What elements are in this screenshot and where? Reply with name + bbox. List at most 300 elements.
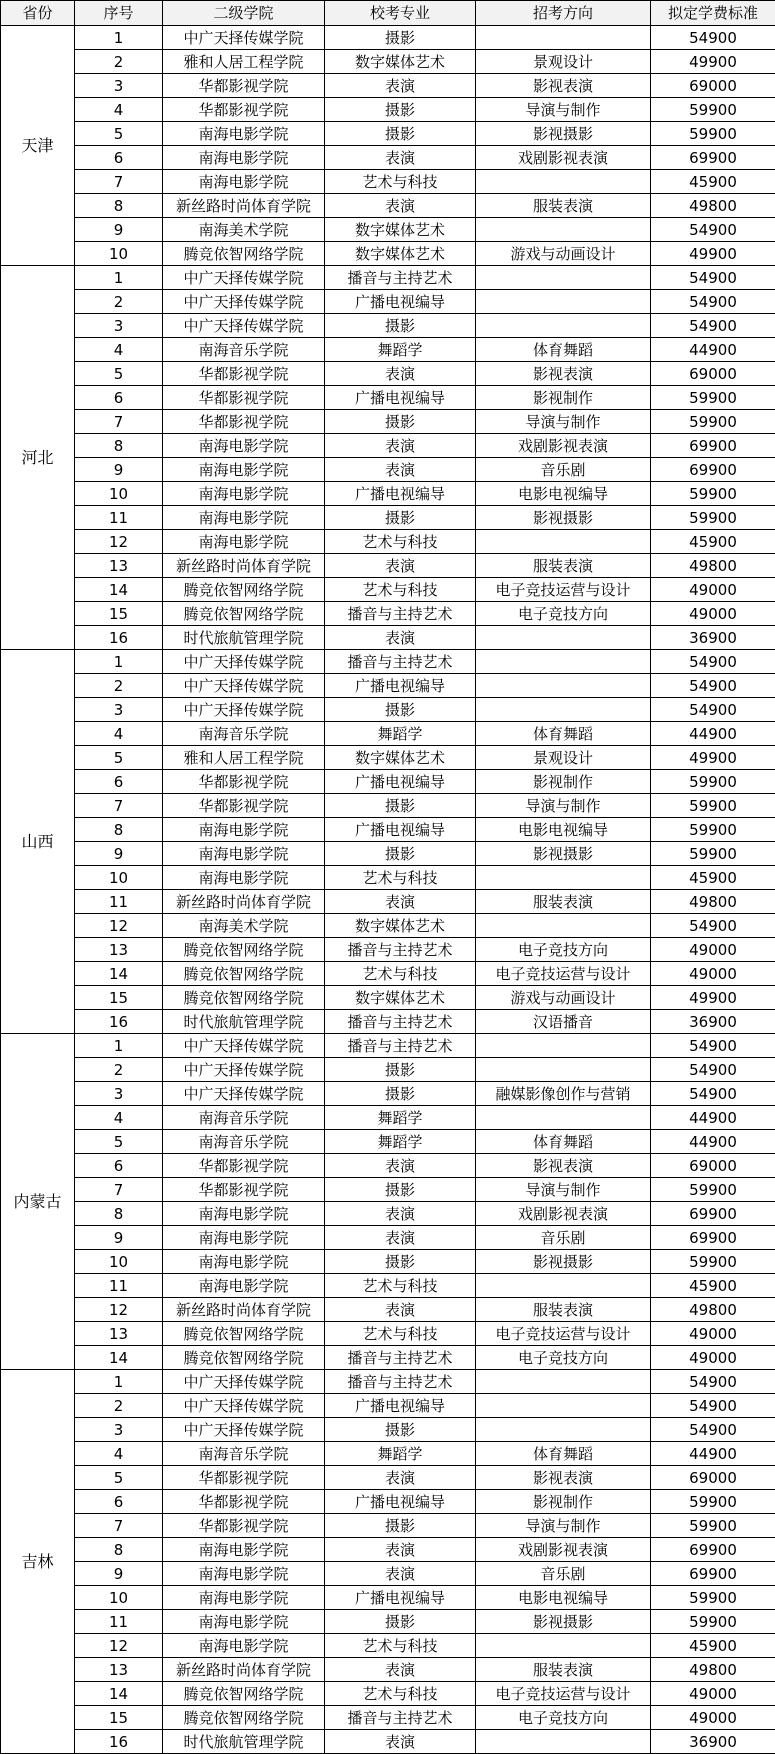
- cell-direction: 音乐剧: [476, 1226, 651, 1250]
- cell-index: 1: [75, 1370, 163, 1394]
- cell-major: 表演: [325, 554, 476, 578]
- header-direction: 招考方向: [476, 1, 651, 26]
- table-row: [1, 602, 775, 626]
- table-row: [1, 1322, 775, 1346]
- cell-index: 10: [75, 866, 163, 890]
- table-row: [1, 698, 775, 722]
- table-row: [1, 50, 775, 74]
- cell-major: 表演: [325, 1154, 476, 1178]
- cell-college: 华都影视学院: [163, 1514, 325, 1538]
- cell-college: 腾竞依智网络学院: [163, 242, 325, 266]
- cell-college: 南海电影学院: [163, 506, 325, 530]
- cell-index: 12: [75, 1298, 163, 1322]
- cell-index: 10: [75, 1586, 163, 1610]
- cell-tuition: 59900: [651, 122, 775, 146]
- cell-college: 雅和人居工程学院: [163, 746, 325, 770]
- cell-major: 表演: [325, 194, 476, 218]
- cell-college: 南海音乐学院: [163, 1130, 325, 1154]
- cell-major: 表演: [325, 458, 476, 482]
- cell-direction: [476, 1394, 651, 1418]
- cell-direction: 电子竞技运营与设计: [476, 1322, 651, 1346]
- cell-tuition: 59900: [651, 98, 775, 122]
- cell-direction: 影视表演: [476, 1154, 651, 1178]
- cell-index: 5: [75, 1130, 163, 1154]
- cell-college: 新丝路时尚体育学院: [163, 890, 325, 914]
- cell-direction: [476, 1418, 651, 1442]
- cell-index: 9: [75, 458, 163, 482]
- cell-tuition: 54900: [651, 1394, 775, 1418]
- cell-college: 南海电影学院: [163, 530, 325, 554]
- cell-college: 中广天择传媒学院: [163, 1034, 325, 1058]
- cell-direction: 电子竞技方向: [476, 1706, 651, 1730]
- table-row: [1, 1538, 775, 1562]
- table-row: [1, 626, 775, 650]
- cell-major: 表演: [325, 1466, 476, 1490]
- cell-index: 9: [75, 1562, 163, 1586]
- cell-direction: 体育舞蹈: [476, 1442, 651, 1466]
- cell-major: 表演: [325, 362, 476, 386]
- table-row: [1, 458, 775, 482]
- cell-tuition: 44900: [651, 1442, 775, 1466]
- table-row: [1, 1490, 775, 1514]
- cell-direction: 戏剧影视表演: [476, 146, 651, 170]
- cell-index: 2: [75, 1394, 163, 1418]
- cell-direction: 游戏与动画设计: [476, 242, 651, 266]
- cell-tuition: 59900: [651, 1586, 775, 1610]
- cell-college: 南海电影学院: [163, 842, 325, 866]
- cell-tuition: 59900: [651, 1610, 775, 1634]
- province-cell: 内蒙古: [1, 1034, 75, 1370]
- cell-tuition: 49800: [651, 194, 775, 218]
- cell-major: 表演: [325, 1226, 476, 1250]
- cell-direction: 影视表演: [476, 1466, 651, 1490]
- cell-index: 13: [75, 1322, 163, 1346]
- cell-college: 腾竞依智网络学院: [163, 938, 325, 962]
- cell-major: 摄影: [325, 314, 476, 338]
- cell-college: 南海音乐学院: [163, 1442, 325, 1466]
- table-body: [1, 26, 775, 1754]
- cell-tuition: 36900: [651, 1730, 775, 1754]
- cell-direction: [476, 866, 651, 890]
- cell-college: 腾竞依智网络学院: [163, 602, 325, 626]
- cell-direction: 导演与制作: [476, 98, 651, 122]
- table-row: [1, 146, 775, 170]
- cell-college: 南海音乐学院: [163, 1106, 325, 1130]
- table-row: [1, 1706, 775, 1730]
- table-row: [1, 770, 775, 794]
- cell-direction: [476, 266, 651, 290]
- cell-major: 数字媒体艺术: [325, 50, 476, 74]
- cell-college: 中广天择传媒学院: [163, 674, 325, 698]
- cell-direction: 电影电视编导: [476, 1586, 651, 1610]
- cell-direction: 景观设计: [476, 746, 651, 770]
- table-row: [1, 1106, 775, 1130]
- cell-index: 2: [75, 50, 163, 74]
- cell-college: 腾竞依智网络学院: [163, 986, 325, 1010]
- cell-major: 广播电视编导: [325, 818, 476, 842]
- table-row: [1, 1634, 775, 1658]
- table-row: [1, 1202, 775, 1226]
- cell-direction: 影视摄影: [476, 1610, 651, 1634]
- cell-tuition: 54900: [651, 314, 775, 338]
- table-row: [1, 1154, 775, 1178]
- cell-tuition: 69900: [651, 146, 775, 170]
- cell-tuition: 49000: [651, 1706, 775, 1730]
- cell-major: 表演: [325, 146, 476, 170]
- table-row: [1, 314, 775, 338]
- table-row: [1, 218, 775, 242]
- cell-college: 南海电影学院: [163, 866, 325, 890]
- cell-tuition: 69000: [651, 1154, 775, 1178]
- table-row: [1, 74, 775, 98]
- cell-index: 9: [75, 1226, 163, 1250]
- cell-major: 摄影: [325, 1610, 476, 1634]
- cell-college: 南海电影学院: [163, 146, 325, 170]
- table-row: [1, 1058, 775, 1082]
- table-row: [1, 674, 775, 698]
- table-row: [1, 1658, 775, 1682]
- cell-direction: [476, 650, 651, 674]
- cell-major: 艺术与科技: [325, 170, 476, 194]
- cell-major: 艺术与科技: [325, 530, 476, 554]
- cell-tuition: 54900: [651, 698, 775, 722]
- cell-college: 华都影视学院: [163, 386, 325, 410]
- cell-direction: 景观设计: [476, 50, 651, 74]
- cell-college: 华都影视学院: [163, 98, 325, 122]
- cell-index: 3: [75, 698, 163, 722]
- cell-direction: 影视摄影: [476, 122, 651, 146]
- cell-index: 1: [75, 26, 163, 50]
- cell-direction: 影视摄影: [476, 842, 651, 866]
- cell-tuition: 54900: [651, 290, 775, 314]
- cell-direction: 导演与制作: [476, 794, 651, 818]
- cell-major: 数字媒体艺术: [325, 218, 476, 242]
- cell-college: 南海电影学院: [163, 1250, 325, 1274]
- cell-index: 8: [75, 194, 163, 218]
- cell-college: 南海电影学院: [163, 1610, 325, 1634]
- cell-college: 中广天择传媒学院: [163, 1058, 325, 1082]
- cell-tuition: 45900: [651, 1274, 775, 1298]
- cell-major: 摄影: [325, 1250, 476, 1274]
- table-row: [1, 506, 775, 530]
- table-row: [1, 1274, 775, 1298]
- cell-college: 腾竞依智网络学院: [163, 1706, 325, 1730]
- cell-index: 2: [75, 1058, 163, 1082]
- cell-tuition: 69900: [651, 1202, 775, 1226]
- cell-tuition: 69000: [651, 1466, 775, 1490]
- cell-college: 华都影视学院: [163, 410, 325, 434]
- cell-major: 摄影: [325, 1418, 476, 1442]
- table-row: [1, 1610, 775, 1634]
- cell-tuition: 59900: [651, 770, 775, 794]
- table-row: [1, 1466, 775, 1490]
- table-row: [1, 290, 775, 314]
- cell-major: 表演: [325, 1658, 476, 1682]
- cell-index: 5: [75, 362, 163, 386]
- cell-major: 数字媒体艺术: [325, 914, 476, 938]
- cell-direction: [476, 1634, 651, 1658]
- cell-college: 南海音乐学院: [163, 722, 325, 746]
- table-row: [1, 386, 775, 410]
- cell-major: 表演: [325, 626, 476, 650]
- cell-direction: [476, 530, 651, 554]
- cell-index: 15: [75, 1706, 163, 1730]
- cell-tuition: 49900: [651, 746, 775, 770]
- cell-index: 16: [75, 1010, 163, 1034]
- cell-college: 南海电影学院: [163, 170, 325, 194]
- cell-major: 摄影: [325, 1514, 476, 1538]
- cell-index: 14: [75, 1682, 163, 1706]
- cell-index: 6: [75, 386, 163, 410]
- cell-direction: [476, 1058, 651, 1082]
- cell-major: 数字媒体艺术: [325, 986, 476, 1010]
- cell-index: 2: [75, 674, 163, 698]
- table-row: [1, 890, 775, 914]
- cell-tuition: 45900: [651, 866, 775, 890]
- table-row: [1, 1730, 775, 1754]
- cell-major: 广播电视编导: [325, 1490, 476, 1514]
- cell-major: 播音与主持艺术: [325, 1706, 476, 1730]
- cell-tuition: 69000: [651, 74, 775, 98]
- table-row: [1, 1442, 775, 1466]
- cell-direction: 影视表演: [476, 362, 651, 386]
- cell-tuition: 69900: [651, 1226, 775, 1250]
- cell-college: 南海美术学院: [163, 218, 325, 242]
- cell-college: 中广天择传媒学院: [163, 650, 325, 674]
- cell-index: 10: [75, 482, 163, 506]
- cell-tuition: 59900: [651, 386, 775, 410]
- cell-tuition: 49800: [651, 1658, 775, 1682]
- cell-major: 艺术与科技: [325, 578, 476, 602]
- cell-college: 华都影视学院: [163, 770, 325, 794]
- cell-major: 摄影: [325, 698, 476, 722]
- province-cell: 山西: [1, 650, 75, 1034]
- cell-tuition: 59900: [651, 1490, 775, 1514]
- cell-tuition: 44900: [651, 722, 775, 746]
- cell-tuition: 49000: [651, 938, 775, 962]
- cell-college: 中广天择传媒学院: [163, 1394, 325, 1418]
- cell-index: 8: [75, 818, 163, 842]
- cell-tuition: 59900: [651, 1250, 775, 1274]
- cell-major: 广播电视编导: [325, 674, 476, 698]
- header-index: 序号: [75, 1, 163, 26]
- cell-tuition: 54900: [651, 1058, 775, 1082]
- cell-major: 数字媒体艺术: [325, 746, 476, 770]
- cell-index: 1: [75, 650, 163, 674]
- cell-major: 摄影: [325, 794, 476, 818]
- cell-index: 7: [75, 794, 163, 818]
- cell-index: 8: [75, 1202, 163, 1226]
- cell-tuition: 49000: [651, 578, 775, 602]
- cell-index: 11: [75, 1274, 163, 1298]
- table-row: [1, 242, 775, 266]
- cell-college: 中广天择传媒学院: [163, 290, 325, 314]
- cell-college: 华都影视学院: [163, 362, 325, 386]
- table-row: [1, 578, 775, 602]
- cell-direction: 体育舞蹈: [476, 722, 651, 746]
- cell-direction: 戏剧影视表演: [476, 434, 651, 458]
- cell-college: 新丝路时尚体育学院: [163, 1658, 325, 1682]
- cell-index: 4: [75, 722, 163, 746]
- cell-direction: 影视摄影: [476, 1250, 651, 1274]
- cell-tuition: 54900: [651, 1418, 775, 1442]
- cell-index: 6: [75, 1154, 163, 1178]
- cell-tuition: 45900: [651, 170, 775, 194]
- cell-college: 华都影视学院: [163, 1490, 325, 1514]
- cell-major: 播音与主持艺术: [325, 1034, 476, 1058]
- cell-index: 1: [75, 1034, 163, 1058]
- province-cell: 天津: [1, 26, 75, 266]
- cell-tuition: 49000: [651, 962, 775, 986]
- table-row: [1, 194, 775, 218]
- cell-tuition: 59900: [651, 794, 775, 818]
- cell-tuition: 69900: [651, 1562, 775, 1586]
- cell-college: 南海电影学院: [163, 1562, 325, 1586]
- table-row: [1, 1082, 775, 1106]
- cell-college: 华都影视学院: [163, 1178, 325, 1202]
- cell-college: 腾竞依智网络学院: [163, 1322, 325, 1346]
- cell-college: 中广天择传媒学院: [163, 1370, 325, 1394]
- cell-direction: [476, 314, 651, 338]
- cell-college: 时代旅航管理学院: [163, 1010, 325, 1034]
- cell-index: 16: [75, 626, 163, 650]
- cell-major: 舞蹈学: [325, 1106, 476, 1130]
- table-row: [1, 554, 775, 578]
- cell-direction: 电子竞技运营与设计: [476, 962, 651, 986]
- cell-index: 14: [75, 962, 163, 986]
- table-row: [1, 98, 775, 122]
- cell-direction: 电子竞技运营与设计: [476, 578, 651, 602]
- cell-college: 腾竞依智网络学院: [163, 1346, 325, 1370]
- cell-college: 南海电影学院: [163, 482, 325, 506]
- header-tuition: 拟定学费标准: [651, 1, 775, 26]
- cell-college: 南海电影学院: [163, 458, 325, 482]
- cell-college: 时代旅航管理学院: [163, 626, 325, 650]
- cell-tuition: 59900: [651, 410, 775, 434]
- cell-index: 3: [75, 1418, 163, 1442]
- cell-index: 6: [75, 1490, 163, 1514]
- cell-major: 播音与主持艺术: [325, 602, 476, 626]
- cell-index: 1: [75, 266, 163, 290]
- cell-college: 华都影视学院: [163, 74, 325, 98]
- cell-major: 艺术与科技: [325, 1682, 476, 1706]
- cell-direction: 汉语播音: [476, 1010, 651, 1034]
- cell-index: 3: [75, 1082, 163, 1106]
- cell-college: 南海电影学院: [163, 1586, 325, 1610]
- cell-index: 16: [75, 1730, 163, 1754]
- cell-college: 新丝路时尚体育学院: [163, 554, 325, 578]
- table-row: [1, 1034, 775, 1058]
- cell-direction: 服装表演: [476, 194, 651, 218]
- cell-tuition: 54900: [651, 674, 775, 698]
- cell-tuition: 59900: [651, 1178, 775, 1202]
- cell-college: 南海美术学院: [163, 914, 325, 938]
- cell-college: 中广天择传媒学院: [163, 698, 325, 722]
- cell-index: 6: [75, 146, 163, 170]
- cell-major: 表演: [325, 1202, 476, 1226]
- cell-direction: 服装表演: [476, 554, 651, 578]
- cell-tuition: 69900: [651, 458, 775, 482]
- table-row: [1, 1226, 775, 1250]
- cell-major: 广播电视编导: [325, 770, 476, 794]
- cell-index: 12: [75, 914, 163, 938]
- table-row: [1, 1514, 775, 1538]
- cell-index: 8: [75, 1538, 163, 1562]
- cell-direction: [476, 290, 651, 314]
- table-row: [1, 410, 775, 434]
- cell-direction: 影视制作: [476, 770, 651, 794]
- cell-tuition: 49000: [651, 1322, 775, 1346]
- cell-tuition: 59900: [651, 506, 775, 530]
- table-row: [1, 746, 775, 770]
- cell-major: 广播电视编导: [325, 386, 476, 410]
- cell-index: 7: [75, 410, 163, 434]
- cell-major: 表演: [325, 1562, 476, 1586]
- cell-index: 5: [75, 1466, 163, 1490]
- table-row: [1, 1130, 775, 1154]
- table-row: [1, 1298, 775, 1322]
- cell-tuition: 49800: [651, 890, 775, 914]
- table-row: [1, 482, 775, 506]
- cell-major: 摄影: [325, 1178, 476, 1202]
- table-row: [1, 1178, 775, 1202]
- cell-college: 南海电影学院: [163, 1226, 325, 1250]
- table-row: [1, 914, 775, 938]
- cell-college: 新丝路时尚体育学院: [163, 1298, 325, 1322]
- cell-college: 新丝路时尚体育学院: [163, 194, 325, 218]
- cell-tuition: 59900: [651, 1514, 775, 1538]
- cell-college: 中广天择传媒学院: [163, 1418, 325, 1442]
- cell-direction: 体育舞蹈: [476, 338, 651, 362]
- cell-major: 舞蹈学: [325, 1130, 476, 1154]
- table-row: [1, 1394, 775, 1418]
- cell-college: 华都影视学院: [163, 1466, 325, 1490]
- table-row: [1, 818, 775, 842]
- cell-direction: 游戏与动画设计: [476, 986, 651, 1010]
- table-row: [1, 1586, 775, 1610]
- cell-major: 播音与主持艺术: [325, 1370, 476, 1394]
- cell-college: 华都影视学院: [163, 1154, 325, 1178]
- table-row: [1, 26, 775, 50]
- cell-major: 摄影: [325, 26, 476, 50]
- cell-major: 摄影: [325, 842, 476, 866]
- table-row: [1, 722, 775, 746]
- cell-college: 南海电影学院: [163, 818, 325, 842]
- cell-index: 6: [75, 770, 163, 794]
- cell-major: 广播电视编导: [325, 482, 476, 506]
- cell-major: 播音与主持艺术: [325, 266, 476, 290]
- cell-tuition: 36900: [651, 1010, 775, 1034]
- cell-major: 表演: [325, 1298, 476, 1322]
- cell-tuition: 44900: [651, 338, 775, 362]
- cell-major: 舞蹈学: [325, 338, 476, 362]
- cell-direction: [476, 170, 651, 194]
- cell-college: 南海电影学院: [163, 1274, 325, 1298]
- cell-direction: 导演与制作: [476, 1178, 651, 1202]
- cell-major: 表演: [325, 434, 476, 458]
- cell-direction: [476, 1730, 651, 1754]
- cell-index: 13: [75, 938, 163, 962]
- cell-tuition: 54900: [651, 26, 775, 50]
- cell-tuition: 49800: [651, 1298, 775, 1322]
- cell-major: 摄影: [325, 1058, 476, 1082]
- cell-direction: 导演与制作: [476, 410, 651, 434]
- cell-direction: 影视表演: [476, 74, 651, 98]
- cell-direction: 戏剧影视表演: [476, 1538, 651, 1562]
- cell-major: 广播电视编导: [325, 290, 476, 314]
- cell-direction: 电影电视编导: [476, 482, 651, 506]
- cell-direction: 音乐剧: [476, 1562, 651, 1586]
